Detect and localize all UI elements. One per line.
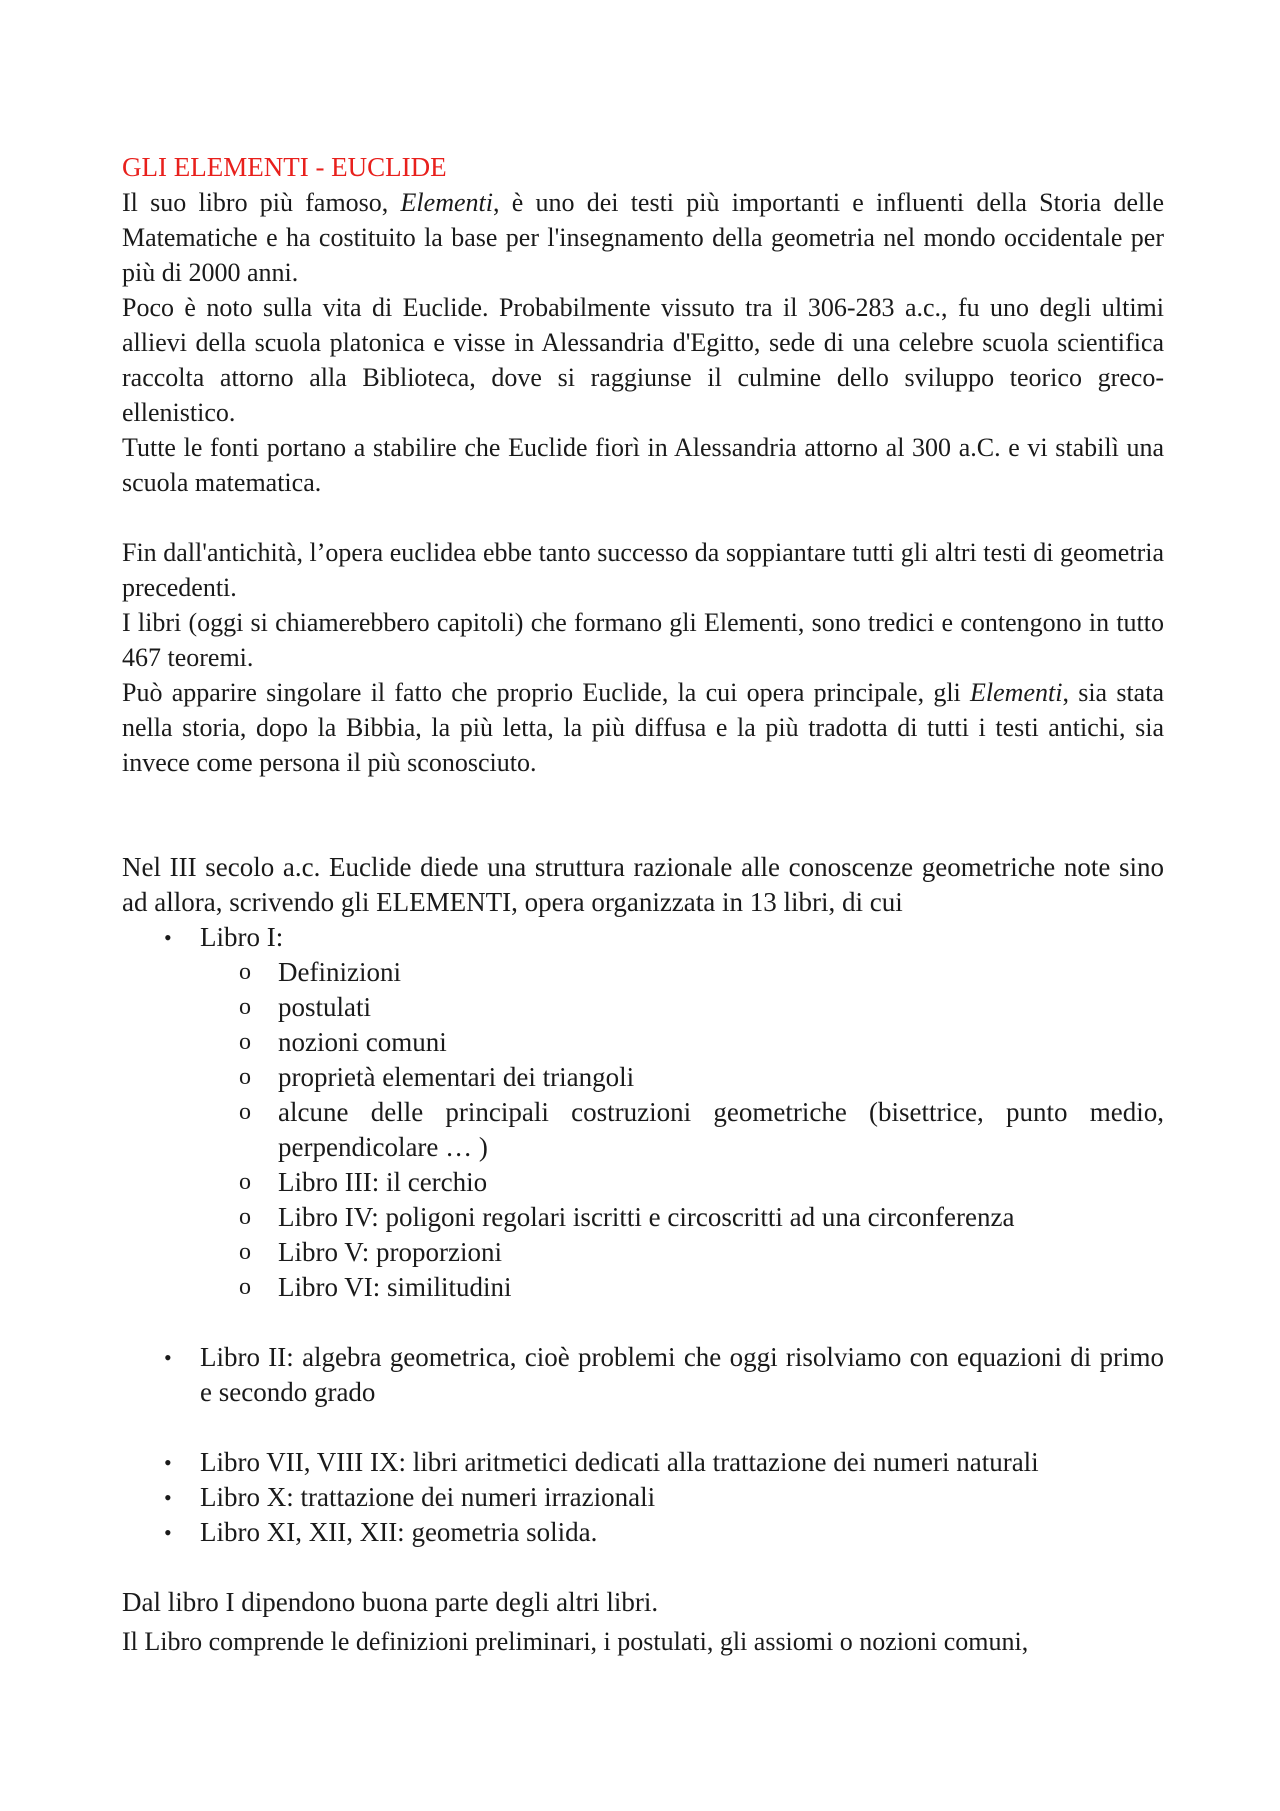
sublist-item-text: proprietà elementari dei triangoli bbox=[278, 1062, 635, 1092]
circle-bullet-icon: o bbox=[239, 1274, 251, 1300]
sublist-item-text: Definizioni bbox=[278, 957, 401, 987]
book10-text: Libro X: trattazione dei numeri irrazionali bbox=[200, 1482, 656, 1512]
document-page bbox=[122, 150, 1164, 1659]
circle-bullet-icon: o bbox=[239, 1204, 251, 1230]
list-item-book2 bbox=[122, 1340, 1164, 1410]
spacer bbox=[122, 1305, 1164, 1340]
sublist-item-text: Libro IV: poligoni regolari iscritti e circoscritti ad una circonferenza bbox=[278, 1202, 1015, 1232]
sublist-item-text: Libro V: proporzioni bbox=[278, 1237, 502, 1267]
spacer bbox=[122, 500, 1164, 535]
list-item-book1 bbox=[122, 920, 1164, 955]
bullet-icon: • bbox=[164, 1520, 172, 1545]
section2-p3-text-before: Può apparire singolare il fatto che proprio Euclide, la cui opera principale, gli bbox=[122, 678, 971, 707]
sublist-item bbox=[122, 1200, 1164, 1235]
circle-bullet-icon: o bbox=[239, 1064, 251, 1090]
books-list-3 bbox=[122, 1445, 1164, 1550]
book1-sublist bbox=[122, 955, 1164, 1305]
sublist-item bbox=[122, 990, 1164, 1025]
sublist-item bbox=[122, 1095, 1164, 1165]
intro-p1-italic: Elementi bbox=[400, 188, 493, 217]
circle-bullet-icon: o bbox=[239, 1029, 251, 1055]
sublist-item bbox=[122, 955, 1164, 990]
list-item-book10 bbox=[122, 1480, 1164, 1515]
section2-p3-text-after: , sia stata nella storia, dopo la Bibbia, la più letta, la più diffusa e la più tradotta di tutti i testi antichi, sia invece come persona il più sconosciuto. bbox=[122, 678, 1164, 777]
section2-paragraph-2: I libri (oggi si chiamerebbero capitoli) che formano gli Elementi, sono tredici e contengono in tutto 467 teoremi. bbox=[122, 608, 1164, 672]
intro-paragraph-1 bbox=[122, 185, 1164, 290]
bullet-icon: • bbox=[164, 1345, 172, 1370]
circle-bullet-icon: o bbox=[239, 994, 251, 1020]
list-item-book11-13 bbox=[122, 1515, 1164, 1550]
circle-bullet-icon: o bbox=[239, 1239, 251, 1265]
page-title: GLI ELEMENTI - EUCLIDE bbox=[122, 152, 447, 182]
sublist-item bbox=[122, 1025, 1164, 1060]
spacer bbox=[122, 780, 1164, 850]
books-list bbox=[122, 920, 1164, 955]
intro-paragraph-2: Poco è noto sulla vita di Euclide. Probabilmente vissuto tra il 306-283 a.c., fu uno degli ultimi allievi della scuola platonica e visse in Alessandria d'Egitto, sede di una celebre scuola scientifica raccolta attorno alla Biblioteca, dove si raggiunse il culmine dello sviluppo teorico greco-ellenistico. bbox=[122, 293, 1164, 427]
section3-intro: Nel III secolo a.c. Euclide diede una struttura razionale alle conoscenze geometriche note sino ad allora, scrivendo gli ELEMENTI, opera organizzata in 13 libri, di cui bbox=[122, 852, 1164, 917]
book11-13-text: Libro XI, XII, XII: geometria solida. bbox=[200, 1517, 598, 1547]
circle-bullet-icon: o bbox=[239, 1169, 251, 1195]
list-item-book7-9 bbox=[122, 1445, 1164, 1480]
sublist-item-text: nozioni comuni bbox=[278, 1027, 447, 1057]
book7-9-text: Libro VII, VIII IX: libri aritmetici dedicati alla trattazione dei numeri naturali bbox=[200, 1447, 1039, 1477]
spacer bbox=[122, 1410, 1164, 1445]
book2-text: Libro II: algebra geometrica, cioè problemi che oggi risolviamo con equazioni di primo e secondo grado bbox=[200, 1342, 1164, 1407]
sublist-item bbox=[122, 1235, 1164, 1270]
intro-p1-text-after: , è uno dei testi più importanti e influenti della Storia delle Matematiche e ha costituito la base per l'insegnamento della geometria nel mondo occidentale per più di 2000 anni. bbox=[122, 188, 1165, 287]
intro-p1-text-before: Il suo libro più famoso, bbox=[122, 188, 401, 217]
section2-paragraph-1: Fin dall'antichità, l’opera euclidea ebbe tanto successo da soppiantare tutti gli altri testi di geometria precedenti. bbox=[122, 538, 1164, 602]
sublist-item-text: Libro III: il cerchio bbox=[278, 1167, 488, 1197]
sublist-item bbox=[122, 1060, 1164, 1095]
closing-paragraph-1: Dal libro I dipendono buona parte degli altri libri. bbox=[122, 1587, 659, 1617]
circle-bullet-icon: o bbox=[239, 1099, 251, 1125]
section2-paragraph-3 bbox=[122, 675, 1164, 780]
sublist-item-text: alcune delle principali costruzioni geometriche (bisettrice, punto medio, perpendicolare … ) bbox=[278, 1097, 1164, 1162]
sublist-item-text: Libro VI: similitudini bbox=[278, 1272, 512, 1302]
bullet-icon: • bbox=[164, 925, 172, 950]
book1-label: Libro I: bbox=[200, 922, 284, 952]
closing-paragraph-2: Il Libro comprende le definizioni preliminari, i postulati, gli assiomi o nozioni comuni, bbox=[122, 1627, 1029, 1656]
circle-bullet-icon: o bbox=[239, 959, 251, 985]
sublist-item bbox=[122, 1270, 1164, 1305]
bullet-icon: • bbox=[164, 1485, 172, 1510]
sublist-item bbox=[122, 1165, 1164, 1200]
intro-paragraph-3: Tutte le fonti portano a stabilire che Euclide fiorì in Alessandria attorno al 300 a.C. e vi stabilì una scuola matematica. bbox=[122, 433, 1164, 497]
bullet-icon: • bbox=[164, 1450, 172, 1475]
books-list-2 bbox=[122, 1340, 1164, 1410]
sublist-item-text: postulati bbox=[278, 992, 371, 1022]
spacer bbox=[122, 1550, 1164, 1585]
section2-p3-italic: Elementi bbox=[970, 678, 1063, 707]
